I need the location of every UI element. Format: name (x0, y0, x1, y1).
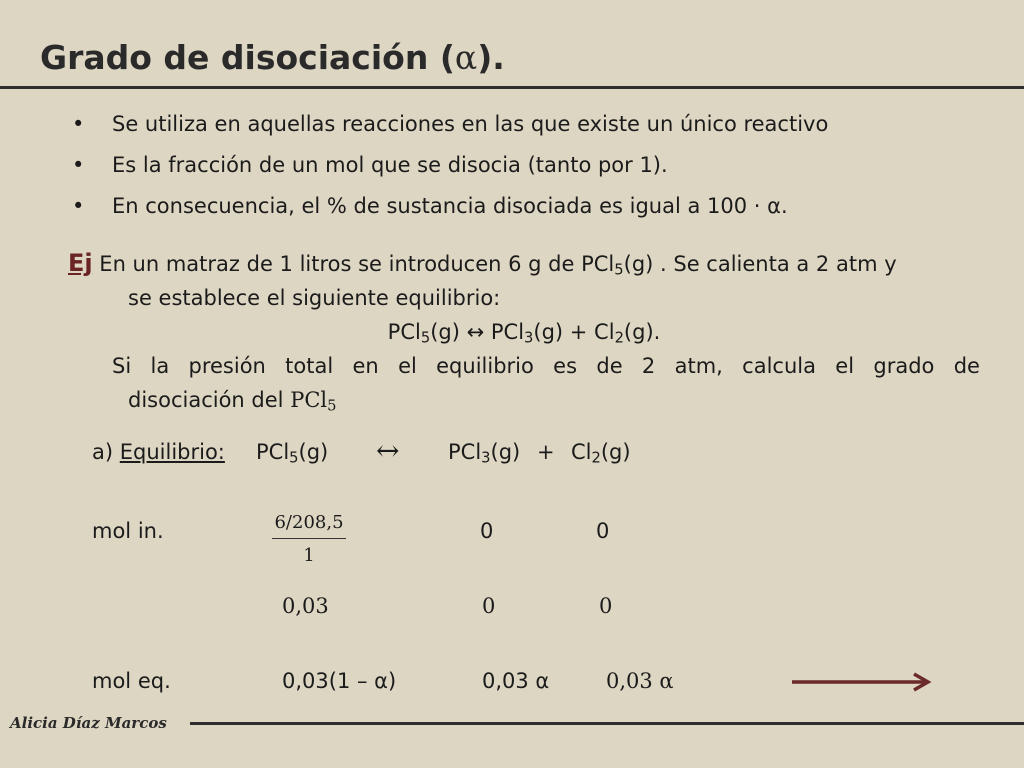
bullet-item (72, 110, 828, 151)
bullet-item (72, 192, 828, 233)
table-plus: + (537, 440, 555, 464)
question-word: el (835, 354, 855, 378)
author-name: Alicia Díaz Marcos (10, 714, 167, 732)
right-arrow-icon (790, 670, 940, 694)
slide-title (40, 38, 505, 77)
bullet-text: En consecuencia, el % de sustancia disociada es igual a 100 · α. (112, 194, 788, 218)
fraction-numerator: 6/208,5 (274, 512, 344, 533)
bullet-text: Es la fracción de un mol que se disocia (tanto por 1). (112, 153, 668, 177)
question-word: presión (188, 354, 266, 378)
row-label-mol-in: mol in. (92, 519, 164, 543)
question-line-1 (68, 349, 980, 383)
question-word: es (553, 354, 578, 378)
species: PCl (256, 440, 290, 464)
question-word: grado (873, 354, 935, 378)
species: Cl (571, 440, 592, 464)
bullet-dot: • (72, 194, 85, 218)
footer-rule (190, 722, 1024, 725)
example-text: (g) . Se calienta a 2 atm y (623, 252, 897, 276)
question-line-2 (68, 383, 980, 417)
question-word: de (953, 354, 980, 378)
title-close: ). (477, 38, 505, 77)
mol-in-product-1: 0 (480, 519, 494, 543)
table-header-equilibrio: Equilibrio: (119, 440, 225, 464)
subscript: 2 (614, 329, 624, 347)
subscript: 3 (524, 329, 534, 347)
bullet-dot: • (72, 112, 85, 136)
eq-part: (g) + Cl (533, 320, 615, 344)
mol-eq-reactant: 0,03(1 – α) (282, 669, 397, 693)
question-word: total (285, 354, 334, 378)
question-word: Si (112, 354, 132, 378)
title-alpha-symbol: α (454, 38, 478, 77)
bullet-item (72, 151, 828, 192)
question-word: la (150, 354, 170, 378)
fraction-denominator: 1 (303, 545, 315, 566)
bullet-text: Se utiliza en aquellas reacciones en las que existe un único reactivo (112, 112, 829, 136)
question-word: de (596, 354, 623, 378)
table-equilibrium-arrow: ↔ (376, 434, 400, 467)
question-word: en (352, 354, 379, 378)
subscript: 3 (481, 449, 491, 467)
species: PCl (448, 440, 482, 464)
initial-moles-fraction (272, 510, 346, 567)
table-product-1 (448, 440, 521, 467)
example-line-2 (68, 281, 980, 315)
phase: (g) (600, 440, 631, 464)
equilibrium-equation (68, 315, 980, 349)
subscript: 2 (591, 449, 601, 467)
phase: (g) (490, 440, 521, 464)
subscript: 5 (420, 329, 431, 347)
row2-reactant: 0,03 (282, 594, 329, 618)
row2-product-2: 0 (599, 594, 613, 618)
subscript: 5 (327, 397, 337, 415)
title-rule (0, 86, 1024, 89)
table-prefix: a) (92, 440, 120, 464)
table-product-2 (571, 440, 631, 467)
title-text: Grado de disociación ( (40, 38, 455, 77)
table-header-label (92, 440, 225, 464)
eq-part: (g). (623, 320, 661, 344)
fraction-bar (272, 538, 346, 539)
bullet-list (72, 110, 828, 233)
row2-product-1: 0 (482, 594, 496, 618)
question-word: atm, (674, 354, 723, 378)
mol-eq-product-1: 0,03 α (482, 669, 550, 693)
example-tag: Ej (68, 249, 93, 277)
example-block (68, 246, 980, 417)
question-word: 2 (641, 354, 656, 378)
example-line-1 (68, 246, 980, 281)
mol-eq-product-2: 0,03 α (606, 669, 674, 693)
subscript: 5 (289, 449, 299, 467)
table-reactant (256, 440, 329, 467)
question-text: disociación del (128, 388, 291, 412)
question-word: equilibrio (436, 354, 534, 378)
example-text: En un matraz de 1 litros se introducen 6 g de PCl (92, 252, 615, 276)
example-text: se establece el siguiente equilibrio: (128, 286, 501, 310)
phase: (g) (298, 440, 329, 464)
question-word: calcula (742, 354, 816, 378)
question-word: el (398, 354, 417, 378)
mol-in-product-2: 0 (596, 519, 610, 543)
subscript: 5 (614, 261, 624, 279)
question-formula: PCl (290, 388, 328, 412)
row-label-mol-eq: mol eq. (92, 669, 171, 693)
eq-part: (g) ↔ PCl (430, 320, 525, 344)
bullet-dot: • (72, 153, 85, 177)
eq-part: PCl (387, 320, 421, 344)
